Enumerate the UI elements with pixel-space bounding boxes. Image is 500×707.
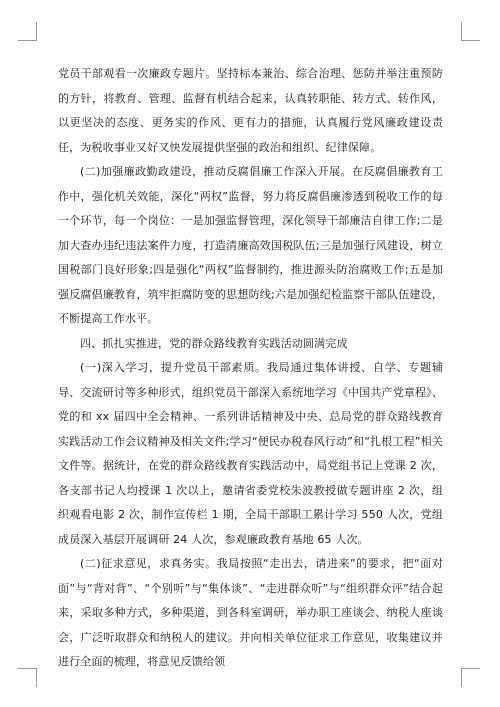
crop-mark-bottom-right [461,668,480,687]
paragraph-opinions: (二)征求意见，求真务实。我局按照“走出去，请进来”的要求，把“面对面”与“背对背”、“个别听”与“集体谈”、“走进群众听”与“组织群众评”结合起来，采取多种方式，多种渠道，到各科室调研，举办职工座谈会、纳税人座谈会，广泛听取群众和纳税人的建议。并向相关单位征求工作意见，收集建议并进行全面的梳理，将意见反馈给领 [58,557,443,668]
paragraph-anti-corruption: (二)加强廉政勤政建设，推动反腐倡廉工作深入开展。在反腐倡廉教育工作中，强化机关效能，深化“两权”监督，努力将反腐倡廉渗透到税收工作的每一个环节，每一个岗位：一是加强监督管理，深化领导干部廉洁自律工作;二是加大查办违纪违法案件力度，打造清廉高效国税队伍;三是加强行风建设，树立国税部门良好形象;四是强化“两权”监督制约，推进源头防治腐败工作;五是加强反腐倡廉教育，筑牢拒腐防变的思想防线;六是加强纪检监察干部队伍建设，不断提高工作水平。 [58,165,443,325]
document-body [58,62,443,675]
crop-mark-top-right [461,22,480,41]
paragraph-study: (一)深入学习，提升党员干部素质。我局通过集体讲授、自学、专题辅导、交流研讨等多种形式，组织党员干部深入系统地学习《中国共产党章程》、党的和 xx 届四中全会精神、一系列讲话精神及中央、总局党的群众路线教育实践活动工作会议精神及相关文件;学习“便民办税春风行动”和“扎根工程”相关文件等。据统计，在党的群众路线教育实践活动中，局党组书记上党课 2 次，各支部书记人均授课 1 次以上，邀请省委党校朱波教授做专题讲座 2 次，组织观看电影 2 次，制作宣传栏 1 期，全局干部职工累计学习 550 人次，党组成员深入基层开展调研 24 人次，参观廉政教育基地 65 人次。 [58,361,443,546]
crop-mark-bottom-left [18,668,37,687]
crop-mark-top-left [18,22,37,41]
paragraph-continuation: 党员干部观看一次廉政专题片。坚持标本兼治、综合治理、惩防并举注重预防的方针，将教育、管理、监督有机结合起来，认真转职能、转方式、转作风，以更坚决的态度、更务实的作风、更有力的措施，认真履行党风廉政建设责任，为税收事业又好又快发展提供坚强的政治和组织、纪律保障。 [58,67,443,154]
section-heading-four: 四、抓扎实推进，党的群众路线教育实践活动圆满完成 [80,336,348,350]
